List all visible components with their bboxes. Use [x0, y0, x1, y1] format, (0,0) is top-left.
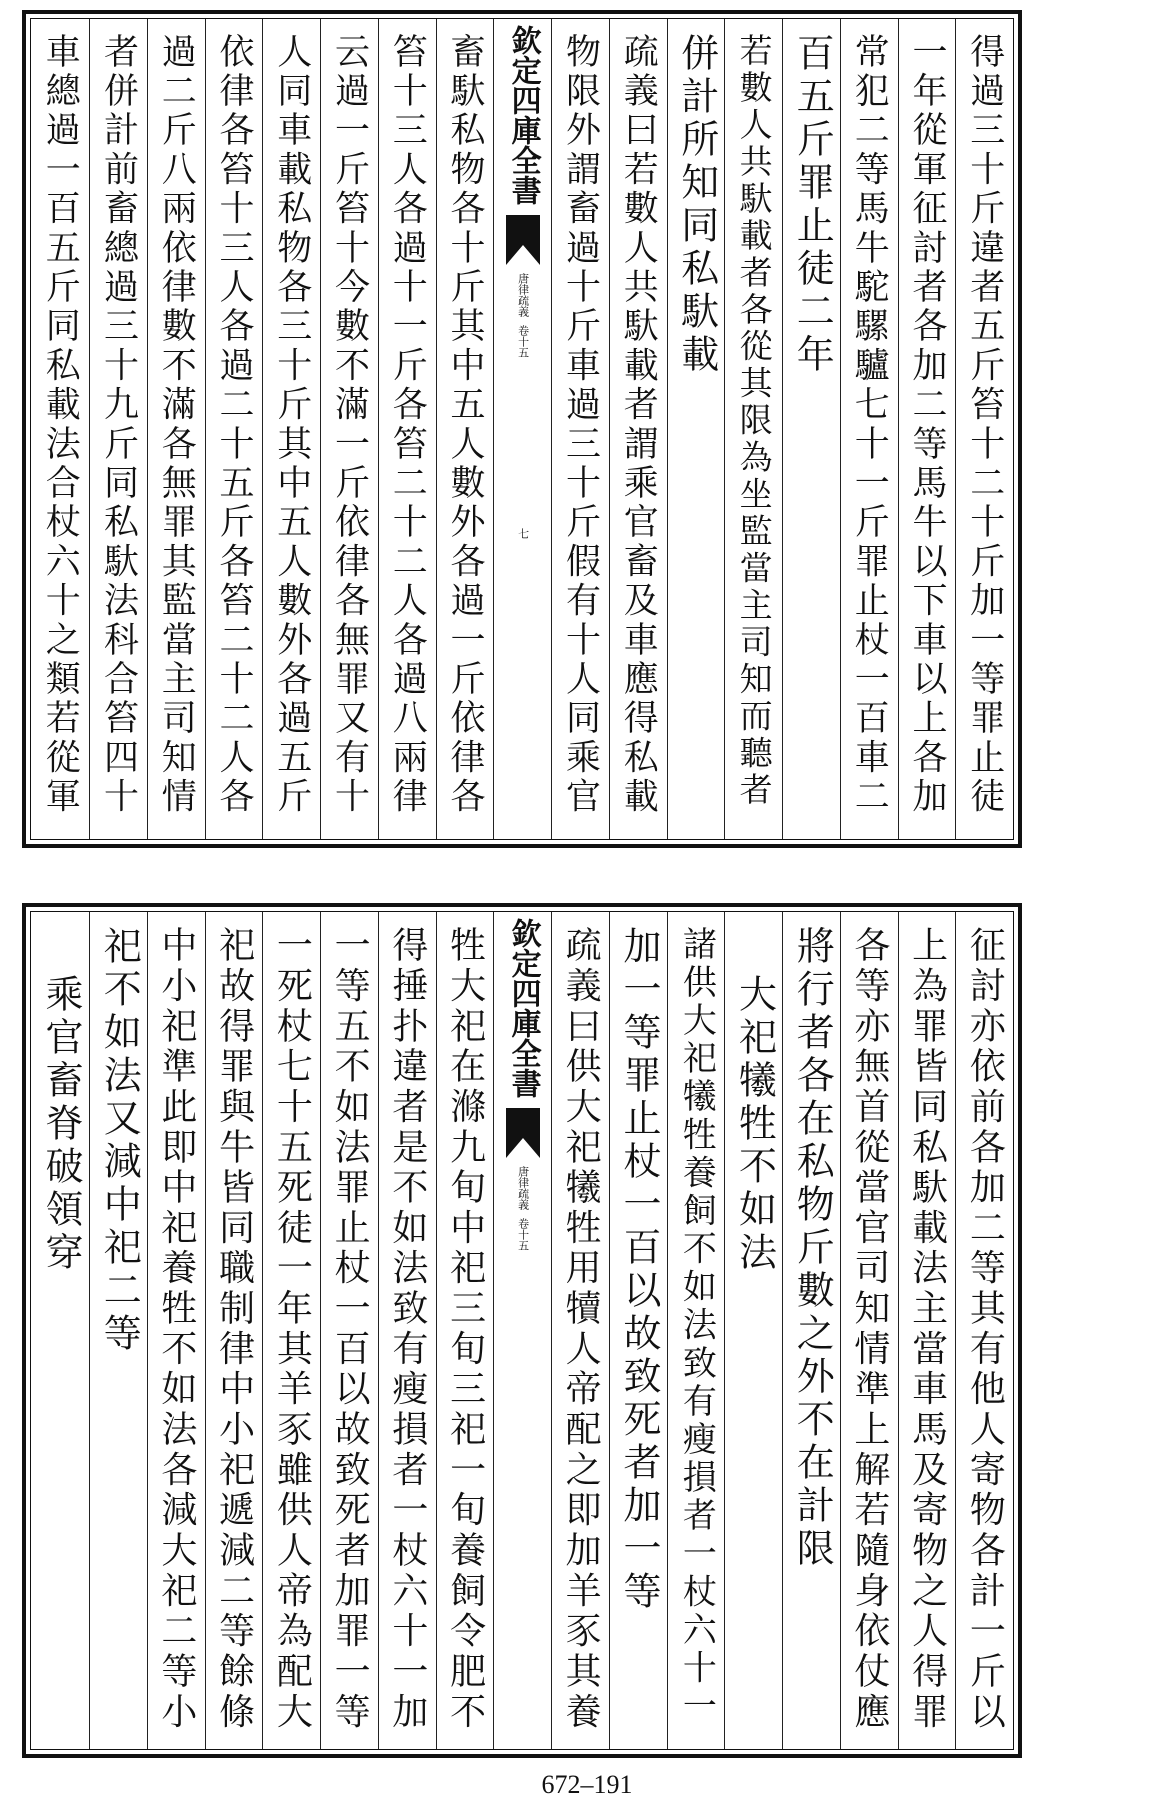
text-column — [898, 912, 956, 1749]
column-text: 將行者各在私物斤數之外不在計限 — [790, 926, 835, 1571]
fishtail-ornament — [506, 1108, 540, 1158]
text-column — [89, 19, 147, 839]
column-text: 疏義曰供大祀犧牲用犢人帝配之即加羊豕其養 — [560, 926, 602, 1733]
text-column — [609, 912, 667, 1749]
fishtail-ornament — [506, 215, 540, 265]
column-text: 百五斤罪止徒二年 — [790, 33, 835, 377]
text-column — [609, 19, 667, 839]
column-text: 上為罪皆同私馱載法主當車馬及寄物之人得罪 — [906, 926, 948, 1733]
text-column — [262, 19, 320, 839]
text-column — [955, 912, 1013, 1749]
column-text: 物限外謂畜過十斤車過三十斤假有十人同乘官 — [560, 33, 601, 817]
column-text: 人同車載私物各三十斤其中五人數外各過五斤 — [271, 33, 312, 817]
text-column — [205, 19, 263, 839]
text-column — [205, 912, 263, 1749]
column-text: 若數人共馱載者各從其限為坐監當主司知而聽者 — [734, 33, 774, 810]
text-column — [320, 912, 378, 1749]
column-text: 得過三十斤違者五斤笞十二十斤加一等罪止徒 — [964, 33, 1005, 817]
text-column — [436, 19, 494, 839]
text-column — [147, 912, 205, 1749]
column-text: 得捶扑違者是不如法致有瘦損者一杖六十一加 — [386, 926, 428, 1733]
column-text: 祀不如法又減中祀二等 — [97, 926, 142, 1356]
text-column — [898, 19, 956, 839]
column-text: 一死杖七十五死徒一年其羊豕雖供人帝為配大 — [271, 926, 313, 1733]
text-column — [724, 19, 782, 839]
column-text: 車總過一百五斤同私載法合杖六十之類若從軍 — [40, 33, 81, 817]
text-column — [840, 912, 898, 1749]
text-columns — [31, 912, 1013, 1749]
column-text: 疏義曰若數人共馱載者謂乘官畜及車應得私載 — [618, 33, 659, 817]
text-columns — [31, 19, 1013, 839]
bottom-page — [22, 903, 1022, 1758]
column-text: 加一等罪止杖一百以故致死者加一等 — [616, 926, 661, 1614]
text-column — [551, 19, 609, 839]
text-column — [262, 912, 320, 1749]
column-text: 過二斤八兩依律數不滿各無罪其監當主司知情 — [156, 33, 197, 817]
column-text: 一年從軍征討者各加二等馬牛以下車以上各加 — [907, 33, 947, 817]
column-text: 祀故得罪與牛皆同職制律中小祀遞減二等餘條 — [213, 926, 255, 1733]
column-text: 笞十三人各過十一斤各笞二十二人各過八兩律 — [387, 33, 428, 817]
text-column — [955, 19, 1013, 839]
column-text: 各等亦無首從當官司知情準上解若隨身依仗應 — [848, 926, 890, 1733]
text-column — [782, 912, 840, 1749]
text-column — [667, 19, 725, 839]
side-title: 唐律疏義 — [516, 273, 530, 317]
column-text: 畜馱私物各十斤其中五人數外各過一斤依律各 — [445, 33, 485, 817]
text-column — [378, 19, 436, 839]
text-column — [320, 19, 378, 839]
text-column — [147, 19, 205, 839]
text-column — [89, 912, 147, 1749]
column-text: 征討亦依前各加二等其有他人寄物各計一斤以 — [964, 926, 1006, 1733]
text-column — [724, 912, 782, 1749]
column-text: 大祀犧牲不如法 — [732, 974, 777, 1275]
column-text: 牲大祀在滌九旬中祀三旬三祀一旬養飼令肥不 — [444, 926, 486, 1733]
volume-label: 卷十五 — [516, 325, 530, 358]
column-text: 一等五不如法罪止杖一百以故致死者加罪一等 — [329, 926, 371, 1733]
page-footer-number: 672–191 — [541, 1770, 633, 1799]
text-column — [551, 912, 609, 1749]
column-text: 依律各笞十三人各過二十五斤各笞二十二人各 — [214, 33, 254, 817]
column-text: 乘官畜脊破領穿 — [38, 974, 83, 1275]
text-column — [667, 912, 725, 1749]
column-text: 諸供大祀犧牲養飼不如法致有瘦損者一杖六十一 — [676, 926, 717, 1726]
text-column — [31, 912, 89, 1749]
banxin-center-column — [493, 19, 551, 839]
folio-number: 七 — [516, 528, 530, 539]
text-column — [31, 19, 89, 839]
text-column — [840, 19, 898, 839]
side-title: 唐律疏義 — [516, 1166, 530, 1210]
column-text: 併計所知同私馱載 — [674, 33, 719, 377]
top-page — [22, 10, 1022, 848]
text-column — [782, 19, 840, 839]
column-text: 云過一斤笞十今數不滿一斤依律各無罪又有十 — [329, 33, 370, 817]
column-text: 中小祀準此即中祀養牲不如法各減大祀二等小 — [155, 926, 197, 1733]
text-column — [378, 912, 436, 1749]
column-text: 者併計前畜總過三十九斤同私馱法科合笞四十 — [98, 33, 139, 817]
banxin-center-column — [493, 912, 551, 1749]
volume-label: 卷十五 — [516, 1218, 530, 1251]
column-text: 常犯二等馬牛駝騾驢七十一斤罪止杖一百車二 — [849, 33, 890, 817]
text-column — [436, 912, 494, 1749]
book-title: 欽定四庫全書 — [505, 918, 541, 1098]
book-title: 欽定四庫全書 — [505, 25, 541, 205]
